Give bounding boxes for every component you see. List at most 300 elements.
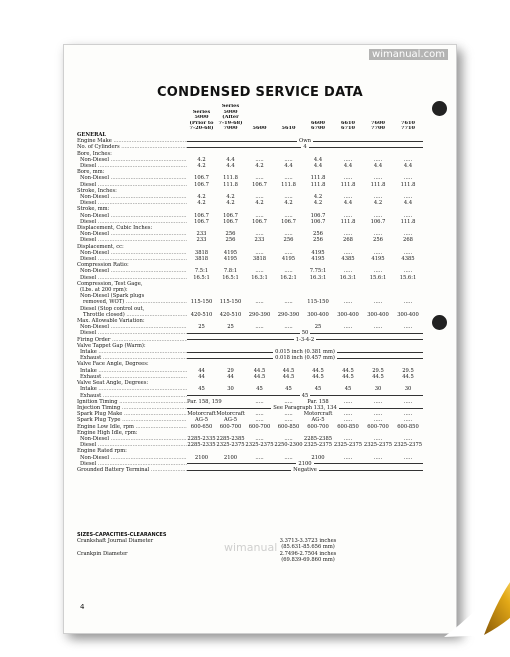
row-label: Exhaust .....	[77, 355, 187, 361]
column-header: (Prior to	[189, 120, 214, 126]
cell-value: 16.3:1	[251, 274, 268, 281]
cell-value: 44.5	[312, 373, 324, 380]
cell-value: .....	[403, 417, 413, 424]
cell-value: 106.7	[281, 218, 296, 225]
cell-value: 106.7	[194, 181, 209, 188]
cell-value: .....	[373, 175, 383, 182]
service-data-table	[77, 104, 423, 473]
row-label: Non-Diesel .....	[77, 157, 187, 163]
cell-value: 3818	[194, 256, 209, 263]
cell-value: 4195	[311, 249, 325, 256]
page-title: CONDENSED SERVICE DATA	[156, 85, 364, 100]
cell-value: 106.7	[252, 218, 267, 225]
cell-value: .....	[343, 156, 353, 163]
column-header: 7610	[401, 120, 415, 126]
row-label: Displacement, cc:	[77, 243, 124, 250]
column-header: 6600	[311, 120, 325, 126]
cell-value: 4.4	[343, 162, 353, 169]
span-value-text: 4	[303, 144, 307, 151]
row-label: Stroke, Inches:	[77, 187, 117, 194]
cell-value: .....	[373, 249, 383, 256]
cell-value: 4.2	[255, 200, 264, 207]
cell-value: .....	[284, 324, 293, 331]
row-label: Intake .....	[77, 368, 187, 374]
cell-value: .....	[255, 194, 264, 200]
row-label: Valve Face Angle, Degrees:	[77, 361, 149, 368]
row-label: Compression, Test Gage,	[77, 280, 143, 287]
cell-value: 256	[313, 231, 323, 238]
cell-value: 3818	[194, 249, 209, 256]
row-label: Non-Diesel .....	[77, 455, 187, 461]
cell-value: 420-510	[219, 311, 242, 318]
cell-value: .....	[403, 212, 413, 219]
cell-value: 4195	[371, 256, 385, 263]
row-label: Firing Order .....	[77, 337, 187, 343]
row-label: Ignition Timing .....	[77, 399, 187, 405]
cell-value: 111.8	[310, 181, 326, 188]
cell-value: 106.7	[310, 218, 326, 225]
row-label: No. of Cylinders .....	[77, 144, 187, 150]
cell-value: .....	[284, 398, 293, 405]
cell-value: .....	[255, 212, 264, 219]
cell-value: 30	[374, 386, 382, 393]
cell-value: .....	[255, 249, 264, 256]
row-label: Diesel .....	[77, 182, 187, 188]
row-label: Injection Timing .....	[77, 405, 187, 411]
cell-value: 29.5	[402, 367, 414, 374]
cell-value: 420-510	[190, 311, 213, 318]
row-label: Diesel .....	[77, 442, 187, 448]
cell-value: 2325-2375	[303, 442, 333, 449]
cell-value: 4.2	[197, 156, 206, 163]
cell-value: 45	[256, 386, 263, 393]
cell-value: 4.2	[313, 200, 323, 207]
cell-value: 7.75:1	[309, 268, 327, 275]
cell-value: .....	[255, 411, 264, 418]
cell-value: .....	[373, 268, 383, 275]
cell-value: 600-700	[367, 423, 389, 430]
cell-value: .....	[255, 324, 264, 331]
sizes-value-inches: 2.7496-2.7504 inches	[279, 550, 337, 557]
cell-value: .....	[284, 249, 293, 256]
cell-value: .....	[403, 299, 413, 306]
column-header: 5000	[223, 109, 238, 115]
column-header: 6610	[341, 120, 355, 126]
row-label: Intake .....	[77, 349, 187, 355]
cell-value: 111.8	[310, 175, 326, 182]
cell-value: .....	[373, 194, 383, 200]
cell-value: 106.7	[252, 181, 267, 188]
cell-value: 600-700	[307, 423, 329, 430]
cell-value: 16.3:1	[309, 274, 327, 281]
cell-value: 268	[403, 237, 413, 244]
cell-value: 45	[198, 386, 205, 393]
column-header: 6700	[311, 126, 325, 132]
cell-value: 44.5	[282, 373, 295, 380]
cell-value: .....	[284, 454, 293, 461]
cell-value: .....	[284, 268, 293, 275]
cell-value: AG-5	[194, 417, 209, 424]
cell-value: 4.4	[313, 156, 323, 163]
cell-value: 106.7	[194, 175, 209, 182]
cell-value: .....	[284, 435, 293, 442]
cell-value: .....	[403, 268, 413, 275]
cell-value: 115-150	[307, 299, 329, 306]
cell-value: 300-400	[367, 311, 389, 318]
cell-value: .....	[373, 324, 383, 331]
column-header: 7600	[371, 120, 385, 126]
cell-value: 111.8	[370, 181, 386, 188]
cell-value: 111.8	[223, 175, 238, 182]
column-header: 5610	[281, 126, 296, 132]
sizes-header: SIZES-CAPACITIES-CLEARANCES	[77, 532, 167, 538]
cell-value: 4.4	[226, 156, 235, 163]
cell-value: 4195	[281, 256, 296, 263]
cell-value: Motorcraft	[303, 411, 333, 418]
row-label: Throttle closed) .....	[77, 312, 187, 318]
cell-value: .....	[373, 212, 383, 219]
cell-value: .....	[403, 175, 413, 182]
cell-value: 7.8:1	[223, 268, 238, 275]
row-label: Max. Allowable Variation:	[77, 318, 145, 325]
row-span-value	[187, 144, 423, 150]
span-value-text: 1-3-4-2	[295, 336, 315, 343]
cell-value: .....	[373, 156, 383, 163]
cell-value: 290-390	[248, 311, 271, 318]
column-header: 5600	[252, 126, 267, 132]
row-label: Non-Diesel .....	[77, 213, 187, 219]
cell-value: 600-700	[219, 423, 242, 430]
row-span-value	[187, 337, 423, 343]
cell-value: 256	[283, 237, 294, 244]
row-label: Bore, mm:	[77, 169, 105, 176]
binder-hole-middle	[432, 315, 447, 330]
row-label: (Lbs. at 200 rpm):	[80, 287, 128, 294]
cell-value: 106.7	[223, 212, 238, 219]
cell-value: 7.5:1	[194, 268, 209, 275]
cell-value: .....	[255, 175, 264, 182]
cell-value: .....	[343, 411, 353, 418]
cell-value: .....	[255, 299, 264, 306]
cell-value: 44.5	[253, 373, 266, 380]
cell-value: 111.8	[340, 181, 356, 188]
cell-value: AG-5	[223, 417, 238, 424]
sizes-value-mm: (85.631-85.656 mm)	[281, 544, 335, 551]
cell-value: Motorcraft	[187, 411, 216, 418]
cell-value: 2325-2375	[245, 442, 274, 449]
cell-value: .....	[343, 417, 353, 424]
cell-value: 2285-2335	[187, 442, 216, 449]
page-curl-icon	[444, 547, 510, 637]
cell-value: 600-850	[397, 423, 419, 430]
cell-value: 115-150	[190, 299, 213, 306]
cell-value: 4.4	[226, 162, 235, 169]
cell-value: 300-400	[307, 311, 329, 318]
span-value-text: 45	[301, 392, 309, 399]
cell-value: .....	[403, 454, 413, 461]
cell-value: 4.4	[373, 162, 383, 169]
cell-value: 29.5	[372, 367, 384, 374]
cell-value: 300-400	[337, 311, 359, 318]
cell-value: 4.2	[197, 162, 206, 169]
cell-value: .....	[284, 417, 293, 424]
cell-value: 44	[198, 373, 205, 380]
row-label: Engine Make .....	[77, 138, 187, 144]
cell-value: 111.8	[400, 181, 416, 188]
row-label: Non-Diesel .....	[77, 175, 187, 181]
cell-value: 2250-2300	[274, 442, 303, 449]
row-span-value	[187, 393, 423, 399]
row-label: removed, WOT) .....	[77, 299, 187, 305]
span-value-text: 50	[301, 330, 309, 337]
cell-value: .....	[373, 231, 383, 238]
cell-value: 600-700	[248, 423, 271, 430]
cell-value: .....	[343, 454, 353, 461]
page-number: 4	[80, 603, 85, 611]
cell-value: .....	[403, 249, 413, 256]
cell-value: 111.8	[281, 181, 296, 188]
cell-value: 106.7	[194, 218, 209, 225]
row-label: Non-Diesel .....	[77, 268, 187, 274]
cell-value: 4385	[401, 256, 415, 263]
cell-value: .....	[255, 435, 264, 442]
cell-value: .....	[255, 398, 264, 405]
cell-value: Par. 158	[307, 398, 329, 405]
span-value-text: Negative	[293, 466, 317, 473]
cell-value: 600-650	[190, 423, 213, 430]
cell-value: .....	[403, 194, 413, 200]
table-row	[77, 337, 423, 343]
cell-value: 44	[227, 373, 234, 380]
cell-value: 290-390	[277, 311, 300, 318]
cell-value: 256	[225, 237, 236, 244]
column-header: 6710	[341, 126, 355, 132]
cell-value: 4.4	[313, 162, 323, 169]
binder-hole-top	[432, 101, 447, 116]
row-label: Displacement, Cubic Inches:	[77, 225, 153, 232]
cell-value: 30	[404, 386, 412, 393]
cell-value: 256	[225, 231, 236, 238]
column-header: 7-20-68)	[189, 126, 214, 132]
cell-value: .....	[255, 417, 264, 424]
watermark-center: wimanual	[224, 541, 278, 554]
cell-value: 4.2	[284, 200, 293, 207]
cell-value: .....	[255, 156, 264, 163]
column-header: 5000	[194, 115, 209, 121]
cell-value: 29	[227, 367, 234, 374]
column-header: 7710	[401, 126, 415, 132]
cell-value: 111.8	[223, 181, 238, 188]
row-label: Valve Seat Angle, Degrees:	[77, 380, 149, 387]
span-value-text: See Paragraph 133, 134	[273, 404, 337, 411]
table-row	[77, 467, 423, 473]
cell-value: .....	[255, 268, 264, 275]
cell-value: 4.2	[255, 162, 264, 169]
cell-value: .....	[343, 324, 353, 331]
sizes-item-label: Crankshaft Journal Diameter	[77, 538, 154, 545]
row-label: Diesel .....	[77, 200, 187, 206]
cell-value: 4.4	[343, 200, 353, 207]
cell-value: .....	[343, 231, 353, 238]
row-span-value	[187, 405, 423, 411]
cell-value: 4195	[223, 249, 238, 256]
cell-value: 25	[198, 324, 205, 331]
cell-value: 45	[285, 386, 292, 393]
row-label: Diesel .....	[77, 163, 187, 169]
row-label: Non-Diesel .....	[77, 231, 187, 237]
cell-value: 2285-2385	[303, 435, 333, 442]
cell-value: 111.8	[340, 218, 356, 225]
row-label: Valve Tappet Gap (Warm):	[77, 342, 146, 349]
cell-value: 16.3:1	[339, 274, 357, 281]
cell-value: 106.7	[194, 212, 209, 219]
cell-value: AG-5	[311, 417, 325, 424]
column-header: Series	[221, 104, 240, 109]
row-label: Compression Ratio:	[77, 262, 129, 269]
table-row	[77, 424, 423, 430]
cell-value: 44.5	[342, 373, 354, 380]
cell-value: 600-850	[277, 423, 300, 430]
cell-value: 115-150	[219, 299, 242, 306]
cell-value: 45	[314, 386, 322, 393]
cell-value: .....	[255, 454, 264, 461]
cell-value: .....	[255, 231, 264, 238]
cell-value: .....	[284, 299, 293, 306]
cell-value: 45	[344, 386, 352, 393]
cell-value: .....	[284, 212, 293, 219]
row-label: Diesel .....	[77, 330, 187, 336]
row-label: Spark Plug Type .....	[77, 417, 187, 423]
cell-value: .....	[343, 435, 353, 442]
row-label: Non-Diesel .....	[77, 250, 187, 256]
cell-value: .....	[373, 398, 383, 405]
table-row	[77, 144, 423, 150]
cell-value: .....	[403, 156, 413, 163]
span-value-text: 0.018 inch (0.457 mm)	[275, 355, 335, 362]
cell-value: 30	[227, 386, 234, 393]
row-label: Grounded Battery Terminal .....	[77, 467, 187, 473]
cell-value: 2100	[311, 454, 325, 461]
cell-value: 2100	[194, 454, 209, 461]
cell-value: 15.6:1	[399, 274, 417, 281]
cell-value: 233	[196, 231, 207, 238]
cell-value: 233	[254, 237, 265, 244]
cell-value: 2285-2335	[187, 435, 216, 442]
row-label: Diesel (Stop control out,	[80, 305, 145, 312]
row-label: Non-Diesel (Spark plugs	[80, 293, 145, 300]
row-label: Diesel .....	[77, 256, 187, 262]
cell-value: .....	[284, 411, 293, 418]
column-header: (After	[222, 115, 239, 121]
cell-value: 16.5:1	[193, 274, 210, 281]
row-label: Engine High Idle, rpm:	[77, 429, 138, 436]
sizes-item-label: Crankpin Diameter	[77, 550, 128, 557]
row-label: Bore, Inches:	[77, 150, 112, 157]
cell-value: 2100	[223, 454, 238, 461]
table-row	[77, 442, 423, 448]
cell-value: 2325-2375	[333, 442, 363, 449]
column-header: 7700	[371, 126, 385, 132]
column-header: Series	[192, 109, 211, 115]
cell-value: .....	[343, 175, 353, 182]
cell-value: 2325-2375	[393, 442, 423, 449]
cell-value: 4195	[311, 256, 325, 263]
cell-value: 4.4	[284, 162, 293, 169]
cell-value: .....	[343, 268, 353, 275]
cell-value: 4.2	[226, 200, 235, 207]
cell-value: 44	[198, 367, 205, 374]
row-label: Diesel .....	[77, 275, 187, 281]
cell-value: 106.7	[310, 212, 326, 219]
row-label: Stroke, mm:	[77, 206, 110, 213]
cell-value: 4.2	[197, 194, 206, 200]
cell-value: .....	[373, 417, 383, 424]
cell-value: 111.8	[400, 218, 416, 225]
cell-value: 256	[313, 237, 323, 244]
cell-value: .....	[373, 299, 383, 306]
cell-value: 4385	[341, 256, 355, 263]
cell-value: 106.7	[370, 218, 386, 225]
cell-value: 44.5	[342, 367, 354, 374]
cell-value: .....	[403, 411, 413, 418]
cell-value: 16.2:1	[280, 274, 297, 281]
cell-value: 233	[196, 237, 207, 244]
cell-value: .....	[373, 435, 383, 442]
cell-value: 44.5	[372, 373, 384, 380]
cell-value: .....	[343, 249, 353, 256]
span-value-text: Own	[298, 138, 312, 145]
cell-value: 4.4	[403, 200, 413, 207]
cell-value: .....	[403, 324, 413, 331]
cell-value: Motorcraft	[216, 411, 245, 418]
cell-value: 44.5	[253, 367, 266, 374]
cell-value: 44.5	[312, 367, 324, 374]
row-label: Engine Rated rpm:	[77, 448, 127, 455]
span-value-text: 2100	[298, 460, 312, 467]
row-label: Exhaust .....	[77, 374, 187, 380]
cell-value: 2285-2385	[216, 435, 245, 442]
cell-value: .....	[343, 194, 353, 200]
cell-value: .....	[403, 398, 413, 405]
cell-value: 44.5	[282, 367, 295, 374]
cell-value: .....	[403, 231, 413, 238]
cell-value: .....	[343, 212, 353, 219]
cell-value: 4.2	[313, 194, 323, 200]
row-label: Exhaust .....	[77, 393, 187, 399]
column-header: 7000	[223, 126, 238, 132]
row-label: Non-Diesel .....	[77, 324, 187, 330]
row-span-value	[187, 355, 423, 361]
row-label: Diesel .....	[77, 219, 187, 225]
row-span-value	[187, 467, 423, 473]
cell-value: 25	[314, 324, 322, 331]
table-row	[77, 393, 423, 399]
row-label: Non-Diesel .....	[77, 436, 187, 442]
cell-value: .....	[373, 454, 383, 461]
row-label: GENERAL	[77, 131, 107, 138]
cell-value: 2325-2375	[216, 442, 245, 449]
cell-value: 4.2	[373, 200, 383, 207]
row-label: Spark Plug Make .....	[77, 411, 187, 417]
cell-value: .....	[284, 194, 293, 200]
cell-value: 16.5:1	[222, 274, 239, 281]
cell-value: .....	[343, 398, 353, 405]
cell-value: 4.2	[197, 200, 206, 207]
cell-value: 44.5	[402, 373, 414, 380]
cell-value: 4.4	[403, 162, 413, 169]
cell-value: 4195	[223, 256, 238, 263]
row-label: Diesel .....	[77, 461, 187, 467]
